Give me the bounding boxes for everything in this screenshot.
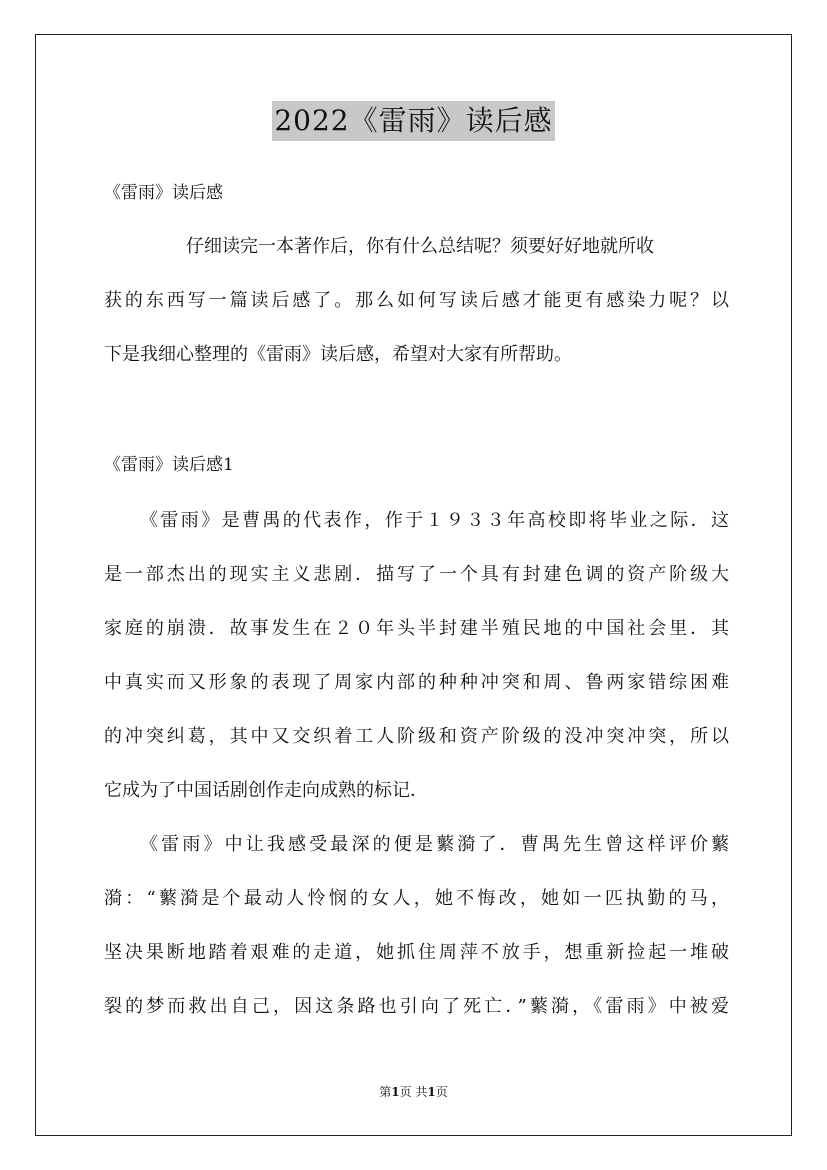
intro-line-2: 获的东西写一篇读后感了。那么如何写读后感才能更有感染力呢？以	[104, 290, 729, 311]
footer-total-suffix: 页	[435, 1085, 448, 1099]
para1-line-6: 它成为了中国话剧创作走向成熟的标记．	[104, 780, 428, 801]
subtitle: 《雷雨》读后感	[104, 183, 223, 203]
page-footer	[0, 1084, 827, 1100]
title-wrap	[0, 101, 827, 141]
para1-line-1: 《雷雨》是曹禺的代表作，作于１９３３年高校即将毕业之际．这	[140, 510, 729, 531]
para2-line-1: 《雷雨》中让我感受最深的便是蘩漪了．曹禺先生曾这样评价蘩	[140, 834, 729, 855]
footer-page-suffix: 页 共	[399, 1085, 428, 1099]
para1-line-4: 中真实而又形象的表现了周家内部的种种冲突和周、鲁两家错综困难	[104, 672, 729, 693]
para1-line-2: 是一部杰出的现实主义悲剧．描写了一个具有封建色调的资产阶级大	[104, 564, 729, 585]
para1-line-3: 家庭的崩溃．故事发生在２０年头半封建半殖民地的中国社会里．其	[104, 618, 729, 639]
footer-total-number: 1	[427, 1085, 436, 1099]
footer-page-prefix: 第	[379, 1085, 392, 1099]
para1-line-5: 的冲突纠葛，其中又交织着工人阶级和资产阶级的没冲突冲突，所以	[104, 726, 729, 747]
document-title: 2022《雷雨》读后感	[272, 101, 554, 141]
para2-line-2: 漪：“蘩漪是个最动人怜悯的女人，她不悔改，她如一匹执勤的马，	[104, 888, 729, 909]
footer-page-number: 1	[391, 1085, 400, 1099]
para2-line-3: 坚决果断地踏着艰难的走道，她抓住周萍不放手，想重新捡起一堆破	[104, 942, 729, 963]
section1-heading: 《雷雨》读后感1	[104, 455, 234, 475]
para2-line-4: 裂的梦而救出自己，因这条路也引向了死亡．”蘩漪，《雷雨》中被爱	[104, 996, 729, 1017]
intro-line-3: 下是我细心整理的《雷雨》读后感，希望对大家有所帮助。	[104, 344, 572, 365]
intro-line-1: 仔细读完一本著作后，你有什么总结呢？须要好好地就所收	[186, 236, 654, 257]
